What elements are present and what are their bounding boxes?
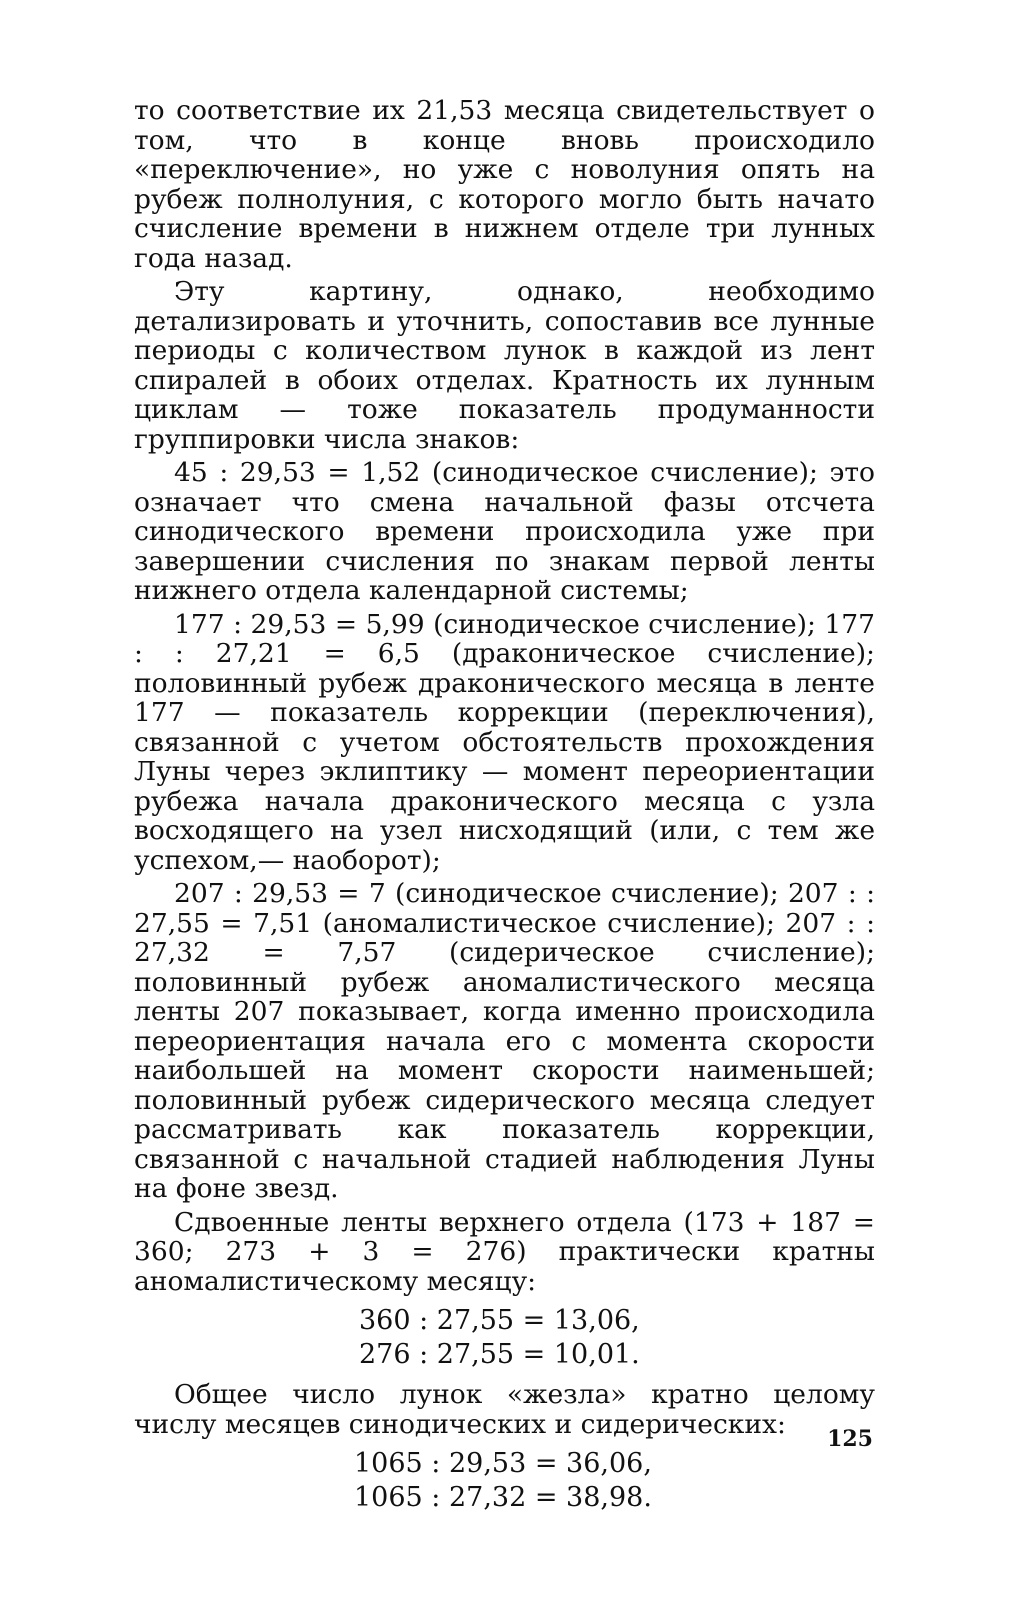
paragraph: 177 : 29,53 = 5,99 (синодическое счисление); 177 : : 27,21 = 6,5 (драконическое счисление); половинный рубеж драконического месяца в ленте 177 — показатель коррекции (переключения), связанной с учетом обстоятельств прохождения Луны через эклиптику — момент переориентации рубежа начала драконического месяца с узла восходящего на узел нисходящий (или, с тем же успехом,— наоборот);	[134, 608, 875, 876]
formula-block	[354, 1447, 875, 1515]
formula-block	[359, 1304, 875, 1372]
paragraph: Сдвоенные ленты верхнего отдела (173 + 187 = 360; 273 + 3 = 276) практически кратны аномалистическому месяцу:	[134, 1206, 875, 1297]
paragraph: 207 : 29,53 = 7 (синодическое счисление); 207 : : 27,55 = 7,51 (аномалистическое счисление); 207 : : 27,32 = 7,57 (сидерическое счисление); половинный рубеж аномалистического месяца ленты 207 показывает, когда именно происходила переориентация начала его с момента скорости наибольшей на момент скорости наименьшей; половинный рубеж сидерического месяца следует рассматривать как показатель коррекции, связанной с начальной стадией наблюдения Луны на фоне звезд.	[134, 878, 875, 1204]
paragraph: Общее число лунок «жезла» кратно целому числу месяцев синодических и сидерических:	[134, 1379, 875, 1440]
paragraph: 45 : 29,53 = 1,52 (синодическое счисление); это означает что смена начальной фазы отсчета синодического времени происходила уже при завершении счисления по знакам первой ленты нижнего отдела календарной системы;	[134, 457, 875, 606]
formula-line: 276 : 27,55 = 10,01.	[359, 1339, 640, 1370]
formula-line: 1065 : 29,53 = 36,06,	[354, 1448, 652, 1479]
body-text	[134, 96, 875, 1515]
paragraph-continuation: то соответствие их 21,53 месяца свидетельствует о том, что в конце вновь происходило «переключение», но уже с новолуния опять на рубеж полнолуния, с которого могло быть начато счисление времени в нижнем отделе три лунных года назад.	[134, 95, 875, 274]
paragraph: Эту картину, однако, необходимо детализировать и уточнить, сопоставив все лунные периоды с количеством лунок в каждой из лент спиралей в обоих отделах. Кратность их лунным циклам — тоже показатель продуманности группировки числа знаков:	[134, 276, 875, 455]
formula-line: 360 : 27,55 = 13,06,	[359, 1305, 640, 1336]
formula-line: 1065 : 27,32 = 38,98.	[354, 1482, 652, 1513]
page-number: 125	[827, 1426, 873, 1452]
